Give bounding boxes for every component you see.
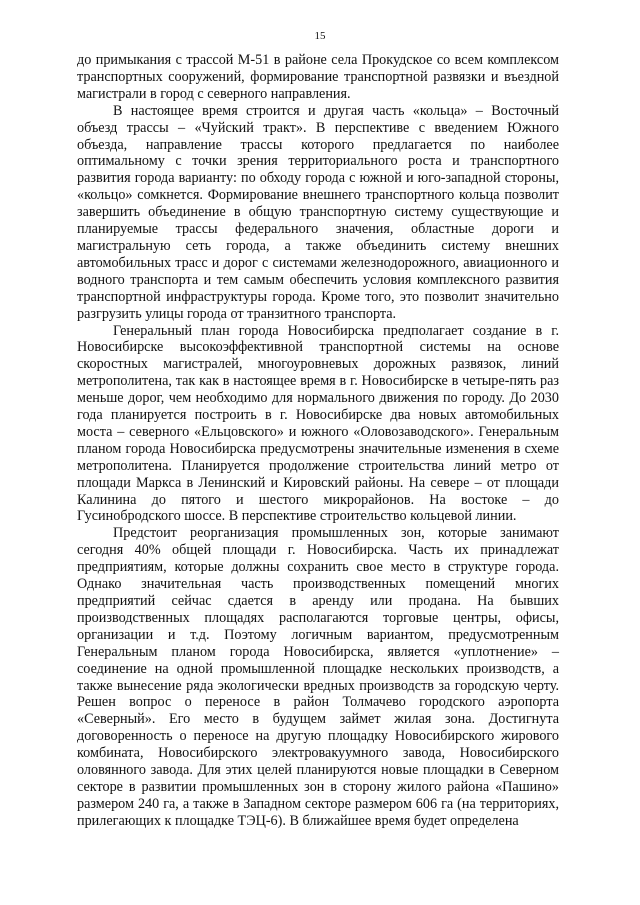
paragraph-continuation: до примыкания с трассой М-51 в районе села Прокудское со всем комплексом транспортных сооружений, формирование транспортной развязки и въездной магистрали в город с северного направления. bbox=[77, 52, 559, 102]
paragraph-industrial-zones: Предстоит реорганизация промышленных зон, которые занимают сегодня 40% общей площади г. Новосибирска. Часть их принадлежат предприятиям, которые должны сохранить свое место в структуре города. Однако значительная часть производственных помещений многих предприятий сейчас сдается в аренду или продана. На бывших производственных площадях располагаются торговые центры, офисы, организации и т.д. Поэтому логичным вариантом, предусмотренным Генеральным планом города Новосибирска, является «уплотнение» – соединение на одной промышленной площадке нескольких производств, а также вынесение ряда экологически вредных производств за городскую черту. Решен вопрос о переносе в район Толмачево городского аэропорта «Северный». Его место в будущем займет жилая зона. Достигнута договоренность о переносе на другую площадку Новосибирского жирового комбината, Новосибирского электровакуумного завода, Новосибирского оловянного завода. Для этих целей планируются новые площадки в Северном секторе в развитии промышленных зон в сторону жилого района «Пашино» размером 240 га, а также в Западном секторе размером 606 га (на территориях, прилегающих к площадке ТЭЦ-6). В ближайшее время будет определена bbox=[77, 525, 559, 829]
document-body bbox=[77, 52, 559, 830]
paragraph-general-plan: Генеральный план города Новосибирска предполагает создание в г. Новосибирске высокоэффективной транспортной системы на основе скоростных магистралей, многоуровневых дорожных развязок, линий метрополитена, так как в настоящее время в г. Новосибирске в четыре-пять раз меньше дорог, чем необходимо для нормального движения по городу. До 2030 года планируется построить в г. Новосибирске два новых автомобильных моста – северного «Ельцовского» и южного «Оловозаводского». Генеральным планом города Новосибирска предусмотрены значительные изменения в схеме метрополитена. Планируется продолжение строительства линий метро от площади Маркса в Ленинский и Кировский районы. На севере – от площади Калинина до пятого и шестого микрорайонов. На востоке – до Гусинобродского шоссе. В перспективе строительство кольцевой линии. bbox=[77, 322, 559, 525]
paragraph-transport-ring: В настоящее время строится и другая часть «кольца» – Восточный объезд трассы – «Чуйский тракт». В перспективе с введением Южного объезда, направление трассы которого предлагается по наиболее оптимальному с точки зрения территориального роста и транспортного развития города варианту: по обходу города с южной и юго-западной стороны, «кольцо» сомкнется. Формирование внешнего транспортного кольца позволит завершить объединение в общую транспортную систему существующие и планируемые трассы федерального значения, областные дороги и магистральную сеть города, а также объединить систему внешних автомобильных трасс и дорог с системами железнодорожного, авиационного и водного транспорта и тем самым обеспечить условия комплексного развития транспортной инфраструктуры города. Кроме того, это позволит значительно разгрузить улицы города от транзитного транспорта. bbox=[77, 102, 559, 322]
page-number: 15 bbox=[314, 30, 326, 42]
